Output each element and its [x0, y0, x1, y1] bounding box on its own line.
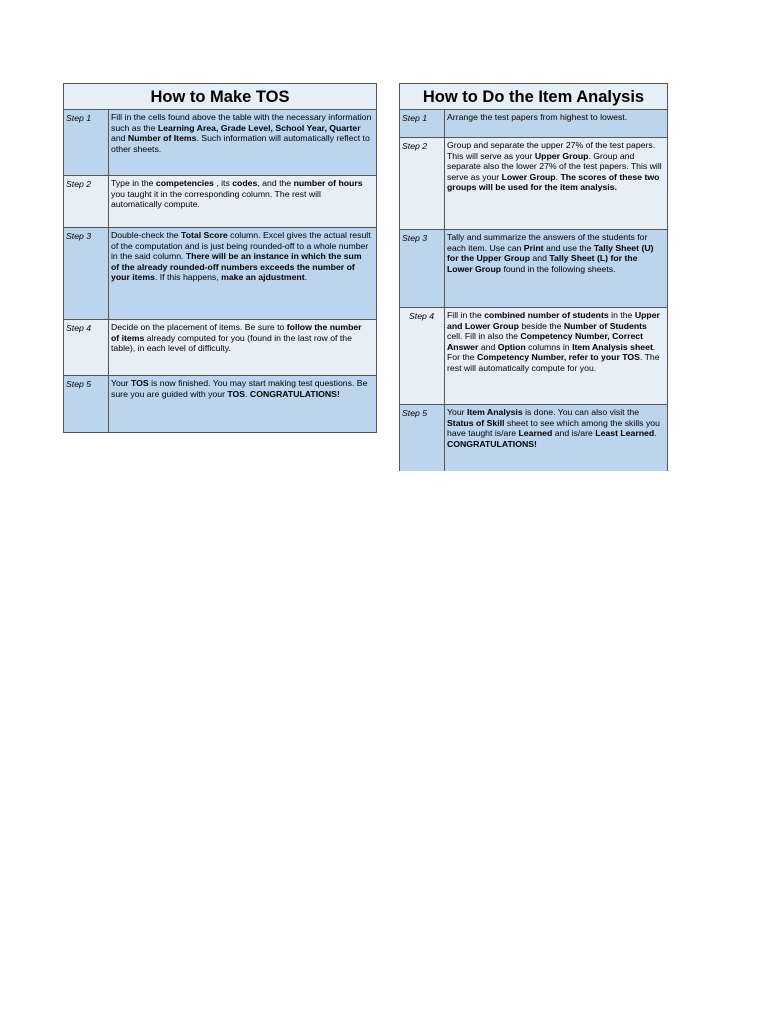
panel-title: How to Do the Item Analysis — [400, 84, 667, 110]
step-row — [64, 228, 376, 320]
step-text — [109, 176, 376, 227]
text-segment: Decide on the placement of items. Be sure to — [111, 322, 287, 332]
text-segment: . — [555, 171, 561, 182]
text-segment: you taught it in the corresponding column. The rest will automatically compute. — [111, 188, 321, 210]
how-to-make-tos-panel — [63, 83, 377, 433]
bold-text: Upper and Lower Group — [447, 310, 660, 331]
text-segment: beside the — [518, 320, 564, 331]
step-row — [64, 110, 376, 176]
text-segment: . Group and separate also the lower 27% of the test papers. This will serve as your — [447, 150, 662, 182]
step-text — [445, 138, 667, 229]
text-segment: Double-check the — [111, 230, 182, 240]
step-row — [64, 376, 376, 432]
text-segment: already computed for you (found in the last row of the table), in each level of difficulty. — [111, 332, 352, 354]
text-segment: Fill in the — [447, 310, 485, 320]
bold-text: Tally Sheet (U) for the Upper Group — [447, 242, 654, 264]
step-text — [109, 228, 376, 319]
step-text — [109, 110, 376, 175]
text-segment: and is/are — [552, 428, 596, 439]
bold-text: Learned — [518, 428, 553, 439]
step-text — [109, 320, 376, 375]
bold-text: Status of Skill — [447, 417, 505, 428]
text-segment: . For the — [447, 341, 656, 363]
text-segment: Type in the — [111, 178, 156, 188]
bold-text: Option — [497, 341, 526, 352]
text-segment: Tally and summarize the answers of the students for each item. Use can — [447, 232, 648, 253]
bold-text: TOS — [130, 378, 149, 388]
bold-text: CONGRATULATIONS! — [447, 438, 537, 449]
bold-text: Item Analysis sheet — [572, 341, 653, 352]
bold-text: Tally Sheet (L) for the Lower Group — [447, 253, 638, 274]
step-label: Step 3 — [64, 228, 109, 319]
step-label: Step 5 — [400, 405, 445, 471]
text-segment: . If this happens, — [154, 272, 222, 283]
step-label: Step 4 — [400, 308, 445, 404]
bold-text: Print — [523, 242, 544, 253]
bold-text: combined number of students — [484, 310, 609, 320]
bold-text: Competency Number, Correct Answer — [447, 331, 644, 352]
text-segment: found in the following sheets. — [501, 263, 616, 274]
bold-text: Number of Items — [127, 133, 197, 144]
text-segment: and — [111, 133, 128, 144]
bold-text: number of hours — [293, 178, 363, 188]
step-text — [445, 230, 667, 307]
bold-text: TOS — [227, 388, 246, 399]
step-label: Step 3 — [400, 230, 445, 307]
step-row — [64, 176, 376, 228]
text-segment: is done. You can also visit the — [522, 407, 640, 417]
step-label: Step 1 — [400, 110, 445, 137]
text-segment: and — [478, 341, 498, 352]
text-segment: , its — [213, 178, 233, 188]
step-label: Step 4 — [64, 320, 109, 375]
step-label: Step 5 — [64, 376, 109, 432]
bold-text: Upper Group — [534, 150, 589, 161]
bold-text: competencies — [155, 178, 214, 188]
step-label: Step 1 — [64, 110, 109, 175]
panel-title: How to Make TOS — [64, 84, 376, 110]
text-segment: columns in — [525, 341, 573, 352]
step-row — [400, 230, 667, 308]
bold-text: CONGRATULATIONS! — [249, 388, 340, 399]
bold-text: The scores of these two groups will be used for the item analysis. — [447, 171, 660, 193]
text-segment: column. Excel gives the actual result of the computation and is just being rounded-off to a whole number in the said column. — [111, 230, 371, 262]
text-segment: Arrange the test papers from highest to lowest. — [447, 112, 628, 122]
bold-text: codes — [232, 178, 258, 188]
bold-text: Competency Number, refer to your TOS — [476, 352, 640, 363]
step-label: Step 2 — [400, 138, 445, 229]
bold-text: Item Analysis — [466, 407, 523, 417]
text-segment: Your — [111, 378, 131, 388]
text-segment: Fill in the cells found above the table with the necessary information such as the — [111, 112, 372, 133]
step-row — [400, 405, 667, 471]
text-segment: . — [304, 272, 308, 283]
text-segment: . — [245, 388, 250, 399]
text-segment: sheet to see which among the skills you have taught is/are — [447, 417, 660, 439]
bold-text: Total Score — [181, 230, 228, 240]
text-segment: and use the — [543, 242, 594, 253]
bold-text: make an ajdustment — [221, 272, 305, 283]
text-segment: . — [654, 428, 657, 439]
step-text — [109, 376, 376, 432]
text-segment: in the — [608, 310, 635, 320]
text-segment: and — [530, 253, 550, 264]
bold-text: There will be an instance in which the sum of the already rounded-off numbers exceeds the number of your items — [111, 251, 362, 283]
text-segment: . The rest will automatically compute for you. — [447, 352, 660, 373]
bold-text: follow the number of items — [111, 322, 362, 343]
bold-text: Learning Area, Grade Level, School Year, Quarter — [157, 122, 361, 133]
steps-table — [64, 110, 376, 432]
step-text — [445, 405, 667, 471]
text-segment: cell. Fill in also the — [447, 331, 521, 342]
step-label: Step 2 — [64, 176, 109, 227]
bold-text: Least Learned — [595, 428, 655, 439]
text-segment: is now finished. You may start making test questions. Be sure you are guided with your — [111, 378, 368, 399]
step-row — [64, 320, 376, 376]
text-segment: . Such information will automatically reflect to other sheets. — [111, 133, 370, 154]
step-row — [400, 110, 667, 138]
step-text — [445, 110, 667, 137]
bold-text: Lower Group — [501, 171, 556, 182]
how-to-do-item-analysis-panel — [399, 83, 668, 471]
text-segment: Group and separate the upper 27% of the test papers. This will serve as your — [447, 140, 656, 161]
text-segment: Your — [447, 407, 467, 417]
steps-table — [400, 110, 667, 470]
bold-text: Number of Students — [563, 320, 647, 331]
step-row — [400, 308, 667, 405]
step-row — [400, 138, 667, 230]
step-text — [445, 308, 667, 404]
text-segment: , and the — [257, 178, 294, 188]
